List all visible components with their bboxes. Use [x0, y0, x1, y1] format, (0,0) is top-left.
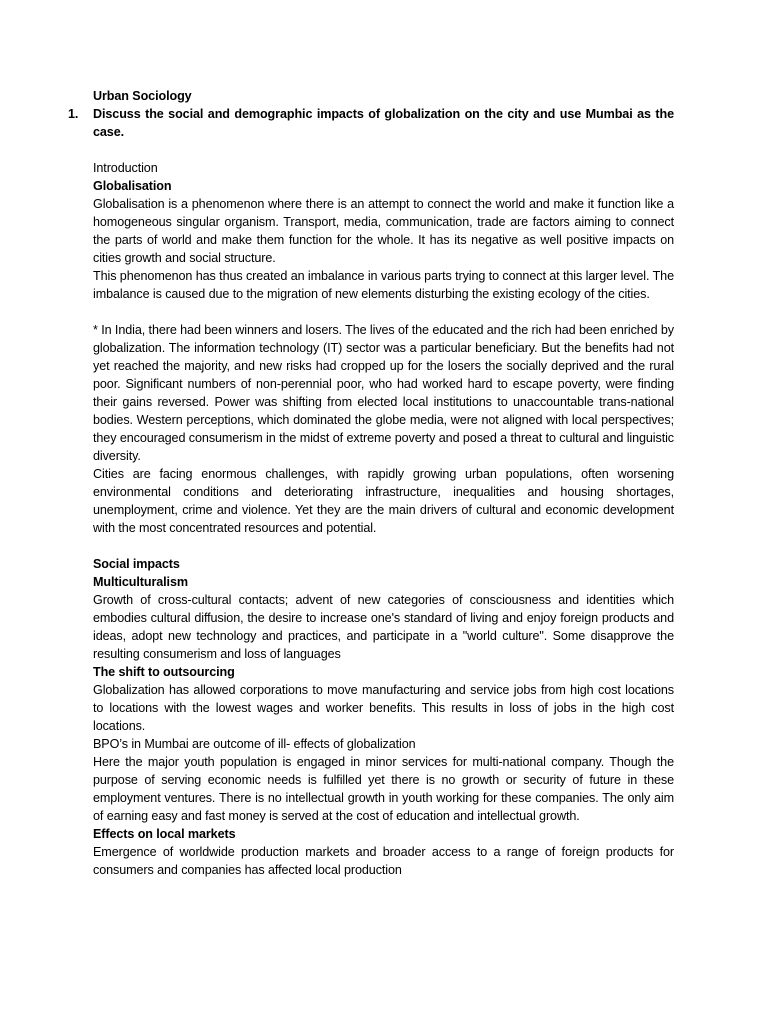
spacer — [93, 303, 674, 321]
globalisation-paragraph-2: This phenomenon has thus created an imbalance in various parts trying to connect at this larger level. The imbalance is caused due to the migration of new elements disturbing the existing ecology of the cities. — [93, 269, 674, 301]
globalisation-paragraph-1: Globalisation is a phenomenon where there is an attempt to connect the world and make it function like a homogeneous singular organism. Transport, media, communication, trade are factors aiming to connect the parts of world and make them function for the whole. It has its negative as well positive impacts on cities growth and social structure. — [93, 197, 674, 265]
cities-paragraph: Cities are facing enormous challenges, with rapidly growing urban populations, often worsening environmental conditions and deteriorating infrastructure, inequalities and housing shortages, unemployment, crime and violence. Yet they are the main drivers of cultural and economic development with the most concentrated resources and potential. — [93, 467, 674, 535]
spacer — [93, 537, 674, 555]
social-impacts-heading: Social impacts — [93, 557, 180, 571]
spacer — [93, 141, 674, 159]
document-title: Urban Sociology — [93, 89, 192, 103]
india-paragraph: * In India, there had been winners and losers. The lives of the educated and the rich had been enriched by globalization. The information technology (IT) sector was a particular beneficiary. But the benefits had not yet reached the majority, and new risks had cropped up for the losers the socially deprived and the rural poor. Significant numbers of non-perennial poor, who had worked hard to escape poverty, were finding their gains reversed. Power was shifting from elected local institutions to unaccountable trans-national bodies. Western perceptions, which dominated the globe media, were not aligned with local perspectives; they encouraged consumerism in the midst of extreme poverty and posed a threat to cultural and linguistic diversity. — [93, 323, 674, 463]
question-item — [68, 105, 674, 141]
outsourcing-heading: The shift to outsourcing — [93, 665, 235, 679]
document-body — [68, 87, 674, 879]
multiculturalism-heading: Multiculturalism — [93, 575, 188, 589]
question-number: 1. — [68, 107, 79, 121]
introduction-label: Introduction — [93, 161, 158, 175]
local-markets-paragraph: Emergence of worldwide production markets and broader access to a range of foreign products for consumers and companies has affected local production — [93, 845, 674, 877]
multiculturalism-paragraph: Growth of cross-cultural contacts; advent of new categories of consciousness and identities which embodies cultural diffusion, the desire to increase one's standard of living and enjoy foreign products and ideas, adopt new technology and practices, and participate in a "world culture". Some disapprove the resulting consumerism and loss of languages — [93, 593, 674, 661]
local-markets-heading: Effects on local markets — [93, 827, 236, 841]
outsourcing-paragraph: Globalization has allowed corporations to move manufacturing and service jobs from high cost locations to locations with the lowest wages and worker benefits. This results in loss of jobs in the high cost locations. — [93, 683, 674, 733]
globalisation-heading: Globalisation — [93, 179, 172, 193]
bpo-line: BPO’s in Mumbai are outcome of ill- effects of globalization — [93, 737, 416, 751]
youth-paragraph: Here the major youth population is engaged in minor services for multi-national company. Though the purpose of serving economic needs is fulfilled yet there is no growth or security of future in these employment ventures. There is no intellectual growth in youth working for these companies. The only aim of earning easy and fast money is served at the cost of education and intellectual growth. — [93, 755, 674, 823]
question-text: Discuss the social and demographic impacts of globalization on the city and use Mumbai as the case. — [93, 107, 674, 139]
